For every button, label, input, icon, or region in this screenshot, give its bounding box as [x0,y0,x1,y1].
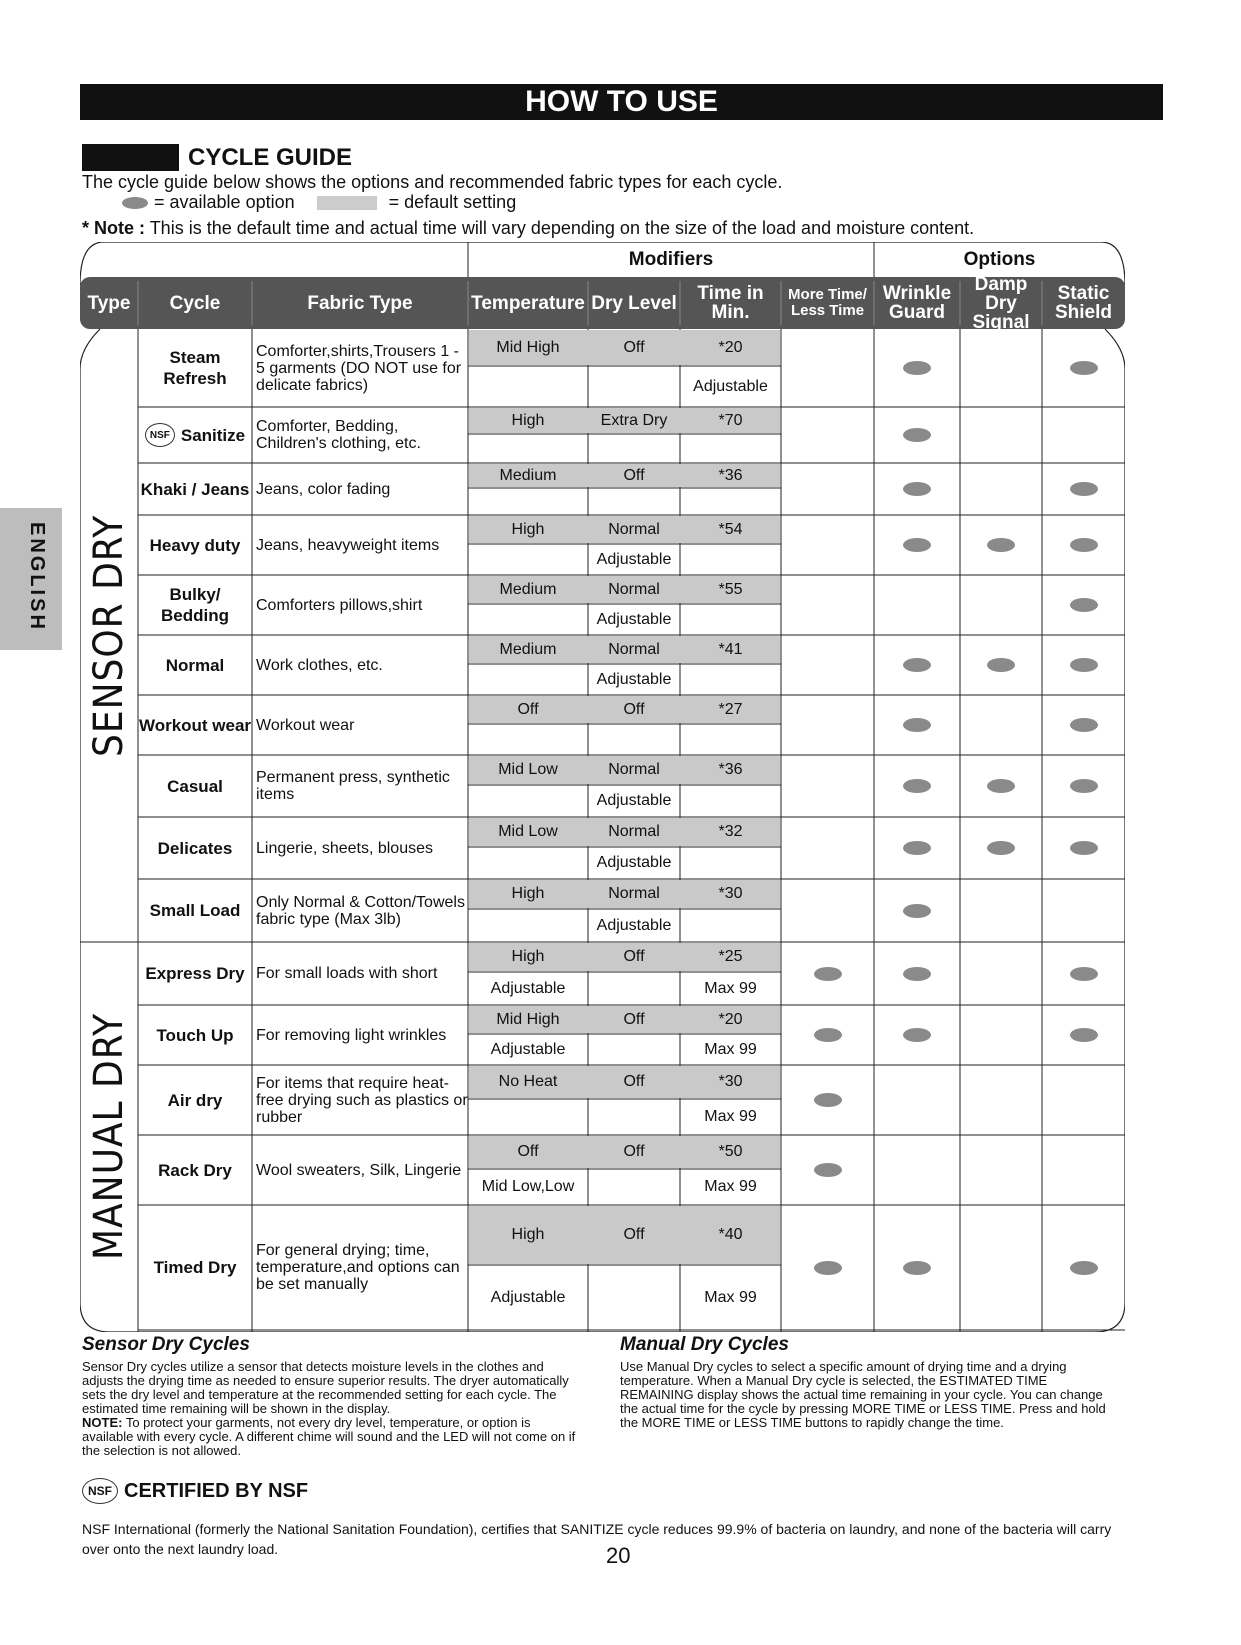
fabric-type: Wool sweaters, Silk, Lingerie [256,1161,462,1179]
available-option-dot-icon [903,1028,931,1042]
dry-level-default: Off [623,338,645,356]
note-label: * Note : [82,218,145,238]
cycle-label: Timed Dry [153,1258,237,1277]
dry-level-default: Normal [608,580,660,598]
temperature-default: Mid Low [498,761,558,778]
time-default: *30 [718,1073,743,1090]
time-default: *20 [718,338,743,356]
available-option-dot-icon [1070,967,1098,981]
manual-dry-text: Use Manual Dry cycles to select a specific amount of drying time and a drying temperature. When a Manual Dry cycle is selected, the ESTIMATED TIME REMAINING display shows the actual time remaining in your cycle. You can change the actual time for the cycle by pressing MORE TIME or LESS TIME. Press and hold the MORE TIME or LESS TIME buttons to rapidly change the time. [620,1359,1106,1430]
time-range: Max 99 [704,1288,757,1306]
default-setting-swatch [317,196,377,210]
time-default: *25 [718,948,743,965]
fabric-type: For items that require heat-free drying such as plastics or rubber [256,1074,468,1126]
available-option-dot-icon [1070,598,1098,612]
legend-default: = default setting [388,192,517,212]
available-option-dot-icon [903,967,931,981]
time-range: Max 99 [704,1108,757,1125]
time-range: Max 99 [704,979,757,997]
cycle-label: Bulky/ Bedding [161,585,229,625]
cycle-label: Air dry [167,1090,223,1110]
cycle-label: Express Dry [145,964,245,983]
legend-available: = available option [154,192,295,212]
fabric-type: For small loads with short [256,965,438,982]
certified-heading: CERTIFIED BY NSF [124,1479,309,1502]
column-header: Damp Dry Signal [972,273,1030,333]
sensor-dry-heading: Sensor Dry Cycles [82,1334,250,1355]
fabric-type: Jeans, color fading [256,480,391,498]
cycle-name [138,1065,252,1135]
cycle-name [138,817,252,879]
cycle-label: Khaki / Jeans [140,479,250,499]
fabric-type: Only Normal & Cotton/Towels fabric type (Max 3lb) [256,893,465,928]
time-default: *50 [718,1143,743,1160]
cycle-name [138,515,252,575]
section-title: CYCLE GUIDE [188,144,353,171]
sensor-note-label: NOTE: [82,1415,123,1430]
cycle-name [138,942,252,1005]
cycle-name [138,407,252,463]
available-option-dot-icon [903,428,931,442]
available-option-dot-icon [903,538,931,552]
language-tab [0,508,62,650]
cycle-name [138,635,252,695]
available-option-dot-icon [1070,538,1098,552]
dry-level-range: Adjustable [596,670,672,688]
available-option-dot-icon [814,967,842,981]
dry-level-default: Normal [608,640,660,658]
page-banner: HOW TO USE [80,84,1163,120]
dry-level-range: Adjustable [596,610,672,628]
temperature-default: Medium [499,466,557,484]
time-default: *36 [718,466,743,484]
temperature-range: Adjustable [490,1288,566,1306]
available-option-dot-icon [903,779,931,793]
available-option-dot-icon [987,841,1015,855]
dry-level-range: Adjustable [596,792,672,809]
options-header: Options [963,248,1036,270]
available-option-dot-icon [1070,482,1098,496]
temperature-default: High [511,1226,545,1243]
modifiers-header: Modifiers [628,248,714,270]
temperature-default: No Heat [498,1073,558,1090]
temperature-range: Adjustable [490,979,566,997]
temperature-default: Off [517,700,539,718]
dry-level-default: Normal [608,761,660,778]
available-option-dot-icon [987,538,1015,552]
time-default: *40 [718,1226,743,1243]
dry-level-default: Normal [608,823,660,840]
available-option-dot-icon [903,904,931,918]
available-option-dot-icon [903,718,931,732]
available-option-dot-icon [903,841,931,855]
temperature-range: Adjustable [490,1040,566,1058]
sensor-dry-text: Sensor Dry cycles utilize a sensor that detects moisture levels in the clothes and adjusts the drying time as needed to ensure superior results. The dryer automatically sets the dry level and temperature at the recommended setting for each cycle. The estimated time remaining will be shown in the display. [82,1359,569,1416]
note [82,218,974,238]
available-option-dot-icon [987,779,1015,793]
available-option-dot-icon [814,1163,842,1177]
time-default: *30 [718,885,743,902]
column-header: Static Shield [1054,283,1112,323]
cycle-name [138,1005,252,1065]
certified-text: NSF International (formerly the National Sanitation Foundation), certifies that SANITIZE cycle reduces 99.9% of bacteria on laundry, and none of the bacteria will carry over onto the next laundry load. [82,1521,1112,1557]
page-number: 20 [606,1543,631,1568]
available-option-dot-icon [1070,658,1098,672]
time-default: *36 [718,761,743,778]
cycle-name [138,463,252,515]
available-option-dot-icon [814,1028,842,1042]
cycle-label: Normal [165,655,225,675]
available-option-dot-icon [1070,1028,1098,1042]
cycle-name [138,1135,252,1205]
column-header: Dry Level [591,292,677,314]
temperature-default: High [511,885,545,902]
cycle-label: Workout wear [138,715,252,735]
cycle-label: Sanitize [180,425,246,445]
available-option-dot-icon [1070,779,1098,793]
cycle-label: Steam Refresh [163,348,227,388]
dry-level-default: Off [623,1226,645,1243]
cycle-label: Rack Dry [158,1160,232,1180]
time-default: *41 [718,640,743,658]
column-header: Cycle [169,292,221,314]
dry-level-default: Off [623,466,645,484]
available-option-dot-icon [1070,841,1098,855]
temperature-default: Medium [499,640,557,658]
section-marker [82,144,179,171]
fabric-type: Work clothes, etc. [256,656,383,674]
nsf-logo-icon: NSF [82,1478,118,1504]
cycle-label: Touch Up [156,1025,234,1045]
sensor-note-text: To protect your garments, not every dry level, temperature, or option is available with every cycle. A different chime will sound and the LED will not come on if the selection is not allowed. [82,1415,576,1458]
temperature-default: High [511,411,545,429]
dry-level-range: Adjustable [596,550,672,568]
fabric-type: Workout wear [256,716,355,734]
column-header: Time in Min. [697,283,764,323]
dry-level-range: Adjustable [596,854,672,871]
dry-level-default: Extra Dry [600,411,668,429]
dry-level-default: Normal [608,520,660,538]
cycle-label: Heavy duty [149,535,241,555]
cycle-label: Small Load [149,901,241,920]
available-option-dot-icon [903,1261,931,1275]
cycle-group-label: SENSOR DRY [86,514,132,757]
fabric-type: Comforter, Bedding, Children's clothing, etc. [256,418,421,452]
dry-level-default: Off [623,700,645,718]
available-option-dot-icon [122,197,148,209]
temperature-default: Mid High [496,338,560,356]
fabric-type: Comforter,shirts,Trousers 1 - 5 garments (DO NOT use for delicate fabrics) [256,342,462,394]
available-option-dot-icon [903,361,931,375]
nsf-logo-icon: NSF [145,423,175,447]
fabric-type: Jeans, heavyweight items [256,536,440,554]
dry-level-default: Off [623,1010,645,1028]
fabric-type: For general drying; time, temperature,and options can be set manually [256,1242,460,1293]
cycle-label: Casual [167,776,223,796]
available-option-dot-icon [814,1093,842,1107]
time-default: *54 [718,520,743,538]
language-label: ENGLISH [26,522,48,632]
temperature-default: Medium [499,580,557,598]
column-header: Temperature [471,292,585,314]
time-range: Max 99 [704,1040,757,1058]
column-header: Type [87,292,131,314]
dry-level-range: Adjustable [596,916,672,934]
available-option-dot-icon [1070,1261,1098,1275]
time-range: Adjustable [693,377,768,395]
column-header: Wrinkle Guard [882,283,952,323]
dry-level-default: Off [623,948,645,965]
temperature-default: Mid Low [498,823,558,840]
note-text: This is the default time and actual time will vary depending on the size of the load and moisture content. [149,218,975,238]
intro-text: The cycle guide below shows the options and recommended fabric types for each cycle. [82,172,783,192]
available-option-dot-icon [903,658,931,672]
cycle-name [138,1205,252,1330]
dry-level-default: Off [623,1073,645,1090]
temperature-default: Mid High [496,1010,560,1028]
temperature-default: High [511,948,545,965]
legend [82,192,516,212]
fabric-type: Lingerie, sheets, blouses [256,839,433,857]
available-option-dot-icon [987,658,1015,672]
cycle-name [138,755,252,817]
temperature-range: Mid Low,Low [481,1178,575,1195]
fabric-type: Comforters pillows,shirt [256,596,423,614]
cycle-name [138,695,252,755]
fabric-type: Permanent press, synthetic items [256,769,450,803]
dry-level-default: Off [623,1143,645,1160]
available-option-dot-icon [814,1261,842,1275]
available-option-dot-icon [1070,718,1098,732]
cycle-name [138,879,252,942]
cycle-group-label: MANUAL DRY [86,1012,132,1260]
column-header: Fabric Type [307,292,413,314]
temperature-default: High [511,520,545,538]
time-default: *55 [718,580,743,598]
time-default: *27 [718,700,743,718]
column-header: More Time/ Less Time [788,286,867,319]
available-option-dot-icon [1070,361,1098,375]
dry-level-default: Normal [608,885,660,902]
time-default: *32 [718,823,743,840]
cycle-guide-table [80,242,1125,1332]
certified-heading-row [82,1478,308,1504]
time-range: Max 99 [704,1178,757,1195]
available-option-dot-icon [903,482,931,496]
time-default: *70 [718,411,743,429]
time-default: *20 [718,1010,743,1028]
cycle-name [138,329,252,407]
manual-dry-heading: Manual Dry Cycles [620,1334,789,1355]
fabric-type: For removing light wrinkles [256,1026,447,1044]
cycle-label: Delicates [157,838,233,858]
cycle-name [138,575,252,635]
temperature-default: Off [517,1143,539,1160]
sensor-dry-note [82,1416,582,1458]
